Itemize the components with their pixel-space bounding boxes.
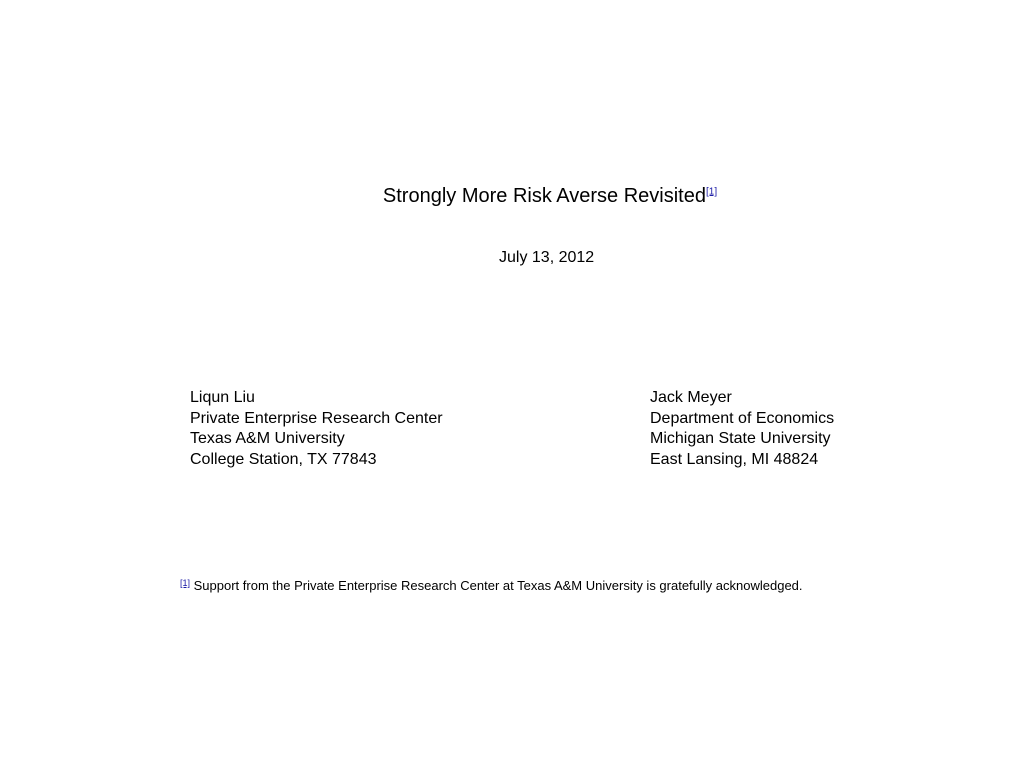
author-affiliation: Private Enterprise Research Center <box>190 409 443 427</box>
author-affiliation: Department of Economics <box>650 409 835 427</box>
author-address: East Lansing, MI 48824 <box>650 450 819 468</box>
title-block <box>0 184 1024 208</box>
footnote-marker-link[interactable]: [1] <box>180 578 191 588</box>
author-address: College Station, TX 77843 <box>190 450 377 468</box>
author-institution: Michigan State University <box>650 430 831 447</box>
title-footnote-link[interactable]: [1] <box>705 186 718 198</box>
author-institution: Texas A&M University <box>190 430 345 447</box>
footnote <box>180 577 803 595</box>
footnote-text: Support from the Private Enterprise Research Center at Texas A&M University is gratefully acknowledged. <box>193 578 803 593</box>
page-title <box>383 184 717 208</box>
author-block-left <box>190 388 443 470</box>
author-block-right <box>650 388 834 470</box>
title-text: Strongly More Risk Averse Revisited <box>382 185 706 207</box>
document-date: July 13, 2012 <box>499 249 595 266</box>
author-name: Jack Meyer <box>650 389 732 406</box>
author-name: Liqun Liu <box>190 389 255 406</box>
